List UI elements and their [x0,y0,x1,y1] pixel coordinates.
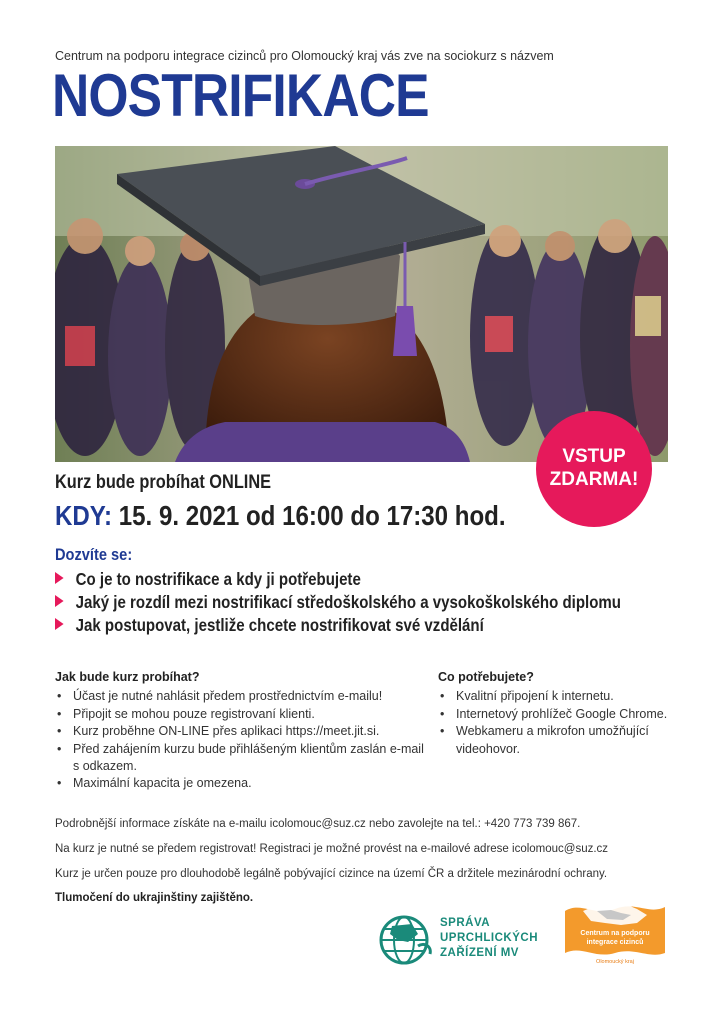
triangle-bullet-icon [55,572,64,584]
list-item: • Maximální kapacita je omezena. [55,775,425,792]
need-list [438,688,678,758]
how-heading: Jak bude kurz probíhat? [55,670,200,684]
info-contact: Podrobnější informace získáte na e-mailu icolomouc@suz.cz nebo zavolejte na tel.: +420 773 739 867. [55,818,581,830]
suz-logo [378,912,538,972]
need-section [438,669,678,758]
list-item: Jak postupovat, jestliže chcete nostrifikovat své vzdělání [55,615,621,638]
badge-line-1: VSTUP [562,446,626,468]
integration-center-logo [561,897,669,971]
list-item: • Webkameru a mikrofon umožňující videohovor. [438,723,678,758]
date-time [55,500,506,532]
online-notice: Kurz bude probíhat ONLINE [55,472,272,493]
intro-text: Centrum na podporu integrace cizinců pro Olomoucký kraj vás zve na sociokurz s názvem [55,49,554,63]
suz-logo-line-1: SPRÁVA [440,917,491,929]
list-item: • Kurz proběhne ON-LINE přes aplikaci https://meet.jit.si. [55,723,425,740]
date-label: KDY: [55,500,113,531]
globe-icon [378,912,434,968]
how-list [55,688,425,792]
info-interpreting: Tlumočení do ukrajinštiny zajištěno. [55,892,254,904]
czech-map-icon [561,897,669,959]
info-eligibility: Kurz je určen pouze pro dlouhodobě legálně pobývající cizince na území ČR a držitele mezinárodní ochrany. [55,868,608,880]
list-item: Jaký je rozdíl mezi nostrifikací středoškolského a vysokoškolského diplomu [55,592,621,615]
suz-logo-line-2: UPRCHLICKÝCH [440,932,538,944]
learn-heading: Dozvíte se: [55,545,133,564]
learn-list [55,569,713,638]
badge-line-2: ZDARMA! [549,469,639,490]
free-entry-badge [536,411,652,527]
integration-center-name: Centrum na podporu integrace cizinců [580,930,650,946]
info-registration: Na kurz je nutné se předem registrovat! Registraci je možné provést na e-mailové adrese icolomouc@suz.cz [55,843,609,855]
list-item: Co je to nostrifikace a kdy ji potřebujete [55,569,621,592]
how-section [55,669,425,793]
triangle-bullet-icon [55,595,64,607]
list-item: • Účast je nutné nahlásit předem prostřednictvím e-mailu! [55,688,425,705]
need-heading: Co potřebujete? [438,670,534,684]
suz-logo-line-3: ZAŘÍZENÍ MV [440,947,519,959]
list-item: • Před zahájením kurzu bude přihlášeným klientům zaslán e-mail s odkazem. [55,741,425,776]
triangle-bullet-icon [55,618,64,630]
list-item: • Připojit se mohou pouze registrovaní klienti. [55,706,425,723]
integration-center-region: Olomoucký kraj [596,959,634,965]
page-title: NOSTRIFIKACE [52,62,429,129]
list-item: • Internetový prohlížeč Google Chrome. [438,706,678,723]
date-value: 15. 9. 2021 od 16:00 do 17:30 hod. [118,500,506,531]
list-item: • Kvalitní připojení k internetu. [438,688,678,705]
